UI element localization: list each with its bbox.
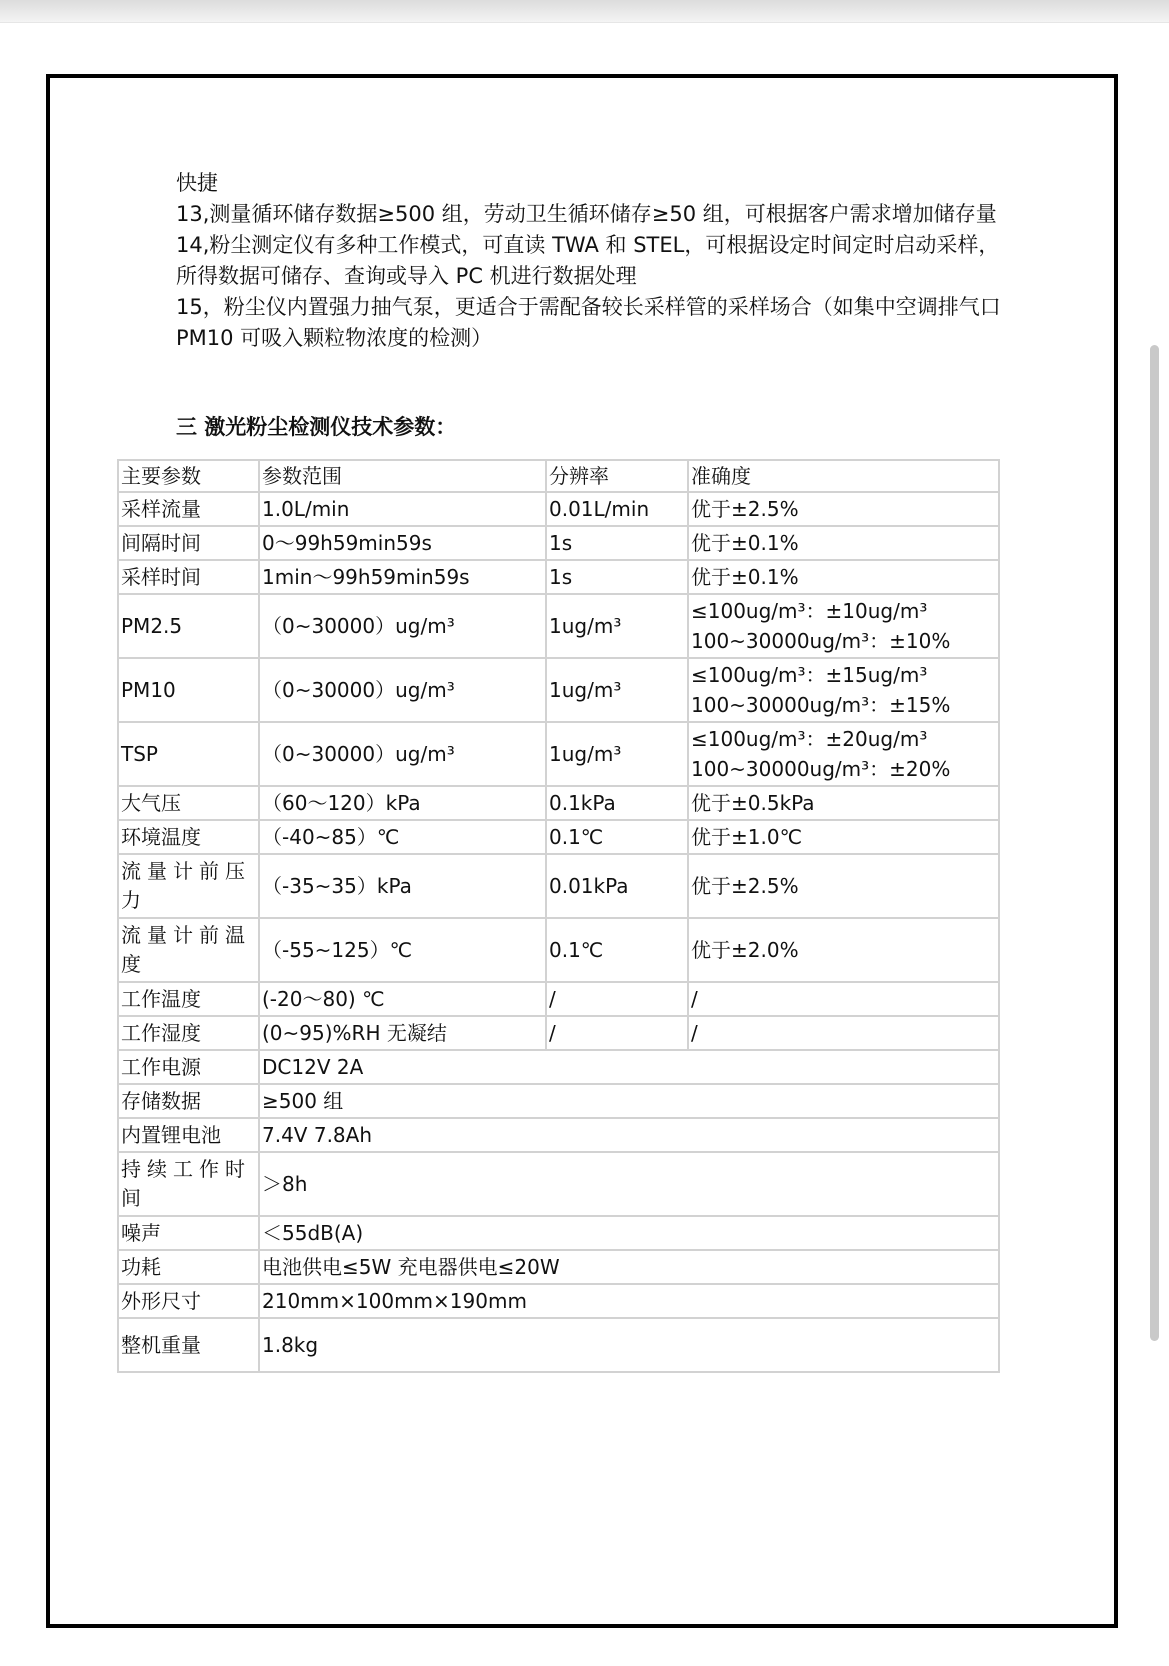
range-cell: （0~30000）ug/m³: [259, 658, 546, 722]
table-header-row: [118, 460, 999, 492]
range-cell: （-35~35）kPa: [259, 854, 546, 918]
param-cell: 持续工作时间: [118, 1152, 259, 1216]
table-row: [118, 658, 999, 722]
accuracy-cell: 优于±0.1%: [688, 560, 999, 594]
accuracy-cell: 优于±2.0%: [688, 918, 999, 982]
resolution-cell: 1ug/m³: [546, 722, 688, 786]
accuracy-line: ≤100ug/m³：±10ug/m³: [691, 599, 928, 623]
table-row: [118, 526, 999, 560]
param-cell: 环境温度: [118, 820, 259, 854]
paragraph-text: 14,粉尘测定仪有多种工作模式，可直读 TWA 和 STEL，可根据设定时间定时启动采样，所得数据可储存、查询或导入 PC 机进行数据处理: [176, 233, 1000, 288]
range-cell: （0~30000）ug/m³: [259, 594, 546, 658]
value-cell: 210mm×100mm×190mm: [259, 1284, 999, 1318]
param-cell: 采样时间: [118, 560, 259, 594]
paragraph-text: 13,测量循环储存数据≥500 组，劳动卫生循环储存≥50 组，可根据客户需求增加储存量: [176, 202, 997, 226]
accuracy-cell: 优于±0.1%: [688, 526, 999, 560]
header-cell: 准确度: [688, 460, 999, 492]
param-cell: 采样流量: [118, 492, 259, 526]
param-cell: 工作湿度: [118, 1016, 259, 1050]
resolution-cell: 1s: [546, 560, 688, 594]
param-cell: 存储数据: [118, 1084, 259, 1118]
table-row: [118, 1284, 999, 1318]
param-cell: 流量计前压力: [118, 854, 259, 918]
range-cell: 0～99h59min59s: [259, 526, 546, 560]
resolution-cell: 1ug/m³: [546, 594, 688, 658]
header-cell: 参数范围: [259, 460, 546, 492]
table-row: [118, 1216, 999, 1250]
header-cell: 主要参数: [118, 460, 259, 492]
accuracy-cell: 优于±1.0℃: [688, 820, 999, 854]
value-cell: ＜55dB(A): [259, 1216, 999, 1250]
paragraph-text: 15，粉尘仪内置强力抽气泵，更适合于需配备较长采样管的采样场合（如集中空调排气口 PM10 可吸入颗粒物浓度的检测）: [176, 295, 1001, 350]
table-row: [118, 594, 999, 658]
resolution-cell: 0.1℃: [546, 918, 688, 982]
resolution-cell: /: [546, 982, 688, 1016]
table-row: [118, 560, 999, 594]
accuracy-line: ≤100ug/m³：±20ug/m³: [691, 727, 928, 751]
table-row: [118, 918, 999, 982]
range-cell: （60～120）kPa: [259, 786, 546, 820]
param-cell: 外形尺寸: [118, 1284, 259, 1318]
param-cell: 噪声: [118, 1216, 259, 1250]
value-cell: ＞8h: [259, 1152, 999, 1216]
value-cell: 电池供电≤5W 充电器供电≤20W: [259, 1250, 999, 1284]
value-cell: DC12V 2A: [259, 1050, 999, 1084]
accuracy-line: ≤100ug/m³：±15ug/m³: [691, 663, 928, 687]
table-row: [118, 1050, 999, 1084]
accuracy-cell: 优于±2.5%: [688, 854, 999, 918]
range-cell: （-55~125）℃: [259, 918, 546, 982]
table-row: [118, 1152, 999, 1216]
param-cell: 整机重量: [118, 1318, 259, 1372]
param-cell: 间隔时间: [118, 526, 259, 560]
param-cell: TSP: [118, 722, 259, 786]
table-row: [118, 492, 999, 526]
accuracy-cell: [688, 658, 999, 722]
table-row: [118, 786, 999, 820]
paragraph-text: 快捷: [176, 171, 218, 195]
param-cell: 内置锂电池: [118, 1118, 259, 1152]
resolution-cell: 1s: [546, 526, 688, 560]
param-cell: 流量计前温度: [118, 918, 259, 982]
table-row: [118, 1016, 999, 1050]
range-cell: 1.0L/min: [259, 492, 546, 526]
table-row: [118, 1084, 999, 1118]
resolution-cell: /: [546, 1016, 688, 1050]
table-row: [118, 854, 999, 918]
resolution-cell: 0.1℃: [546, 820, 688, 854]
spec-table: [117, 459, 1000, 1373]
table-row: [118, 1118, 999, 1152]
range-cell: (-20～80) ℃: [259, 982, 546, 1016]
accuracy-cell: /: [688, 1016, 999, 1050]
resolution-cell: 0.01L/min: [546, 492, 688, 526]
value-cell: ≥500 组: [259, 1084, 999, 1118]
accuracy-line: 100~30000ug/m³：±15%: [691, 693, 951, 717]
range-cell: (0~95)%RH 无凝结: [259, 1016, 546, 1050]
param-cell: PM10: [118, 658, 259, 722]
accuracy-cell: [688, 722, 999, 786]
accuracy-cell: 优于±0.5kPa: [688, 786, 999, 820]
accuracy-line: 100~30000ug/m³：±10%: [691, 629, 951, 653]
table-row: [118, 722, 999, 786]
value-cell: 7.4V 7.8Ah: [259, 1118, 999, 1152]
value-cell: 1.8kg: [259, 1318, 999, 1372]
table-row: [118, 1318, 999, 1372]
section-title: 三 激光粉尘检测仪技术参数：: [176, 415, 457, 439]
param-cell: 工作电源: [118, 1050, 259, 1084]
range-cell: 1min～99h59min59s: [259, 560, 546, 594]
vertical-scrollbar[interactable]: [1150, 345, 1159, 1341]
range-cell: （0~30000）ug/m³: [259, 722, 546, 786]
resolution-cell: 0.1kPa: [546, 786, 688, 820]
accuracy-cell: 优于±2.5%: [688, 492, 999, 526]
feature-paragraphs: [176, 168, 1006, 354]
param-cell: 功耗: [118, 1250, 259, 1284]
browser-top-bar: [0, 0, 1169, 23]
accuracy-cell: /: [688, 982, 999, 1016]
table-row: [118, 1250, 999, 1284]
param-cell: 大气压: [118, 786, 259, 820]
resolution-cell: 0.01kPa: [546, 854, 688, 918]
accuracy-line: 100~30000ug/m³：±20%: [691, 757, 951, 781]
table-row: [118, 982, 999, 1016]
param-cell: PM2.5: [118, 594, 259, 658]
accuracy-cell: [688, 594, 999, 658]
table-row: [118, 820, 999, 854]
resolution-cell: 1ug/m³: [546, 658, 688, 722]
param-cell: 工作温度: [118, 982, 259, 1016]
header-cell: 分辨率: [546, 460, 688, 492]
range-cell: （-40~85）℃: [259, 820, 546, 854]
